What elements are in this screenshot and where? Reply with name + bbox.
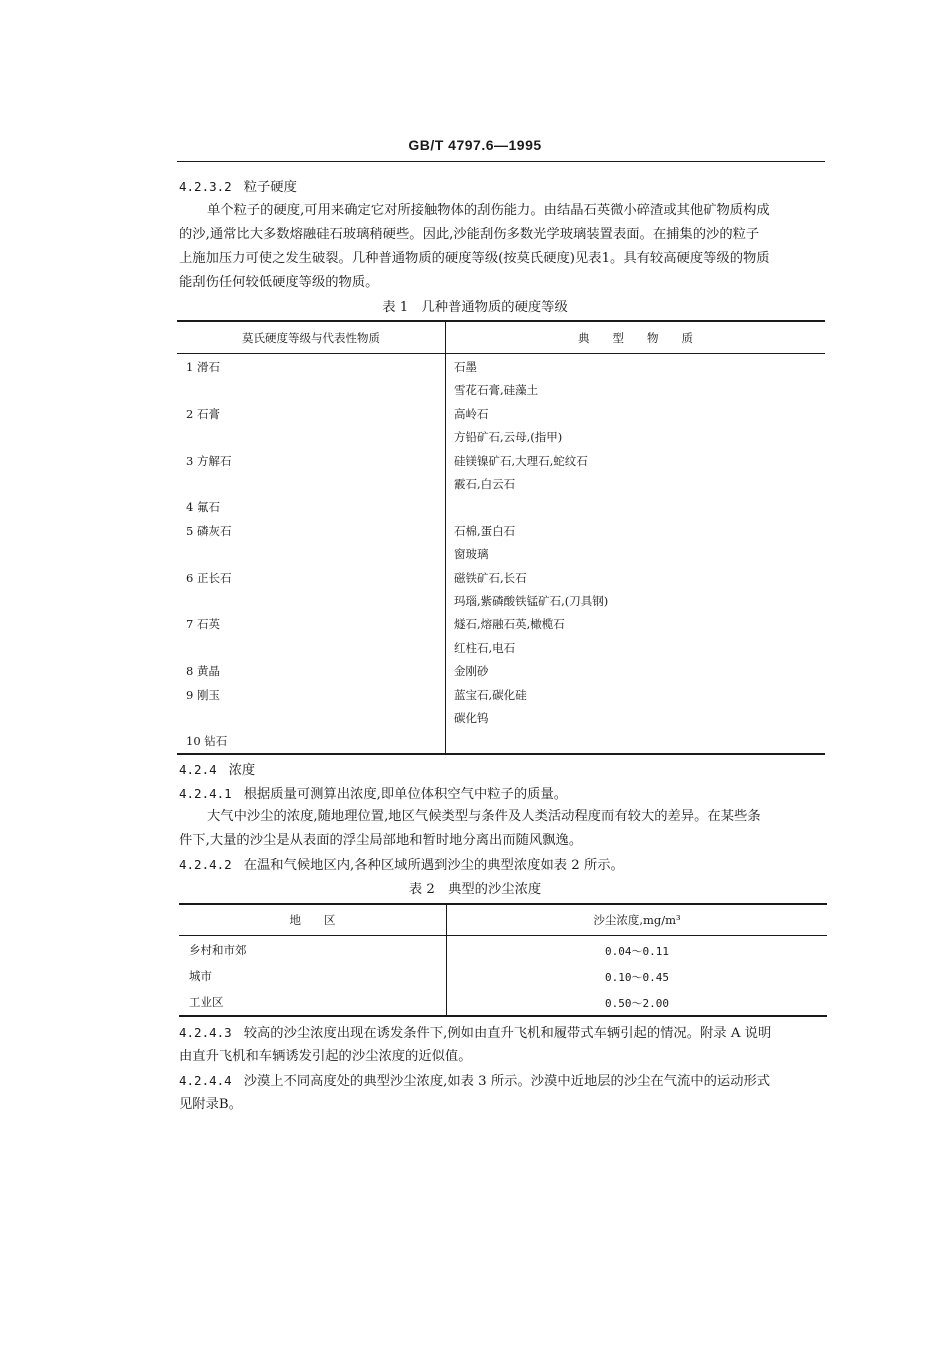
- section-title: 粒子硬度: [243, 180, 297, 195]
- table2-concentration-cell: 0.04～0.11: [605, 945, 669, 958]
- table1-material-cell: 高岭石: [454, 406, 489, 421]
- table1-column-divider: [445, 320, 446, 754]
- table2-header-rule: [179, 935, 827, 936]
- table1-material-cell: 玛瑙,紫磷酸铁锰矿石,(刀具钢): [454, 594, 609, 608]
- table2-concentration-cell: 0.50～2.00: [605, 997, 669, 1010]
- table1-grade-cell: 10 钻石: [186, 734, 228, 749]
- section-number: 4.2.4.3: [179, 1025, 232, 1040]
- header-rule: [177, 161, 825, 162]
- paragraph-line: 大气中沙尘的浓度,随地理位置,地区气候类型与条件及人类活动程度而有较大的差异。在某些条: [207, 809, 761, 824]
- section-4243: [179, 1022, 771, 1045]
- paragraph-line: 单个粒子的硬度,可用来确定它对所接触物体的刮伤能力。由结晶石英微小碎渣或其他矿物质构成: [207, 203, 770, 218]
- table1-material-cell: 石墨: [454, 360, 477, 374]
- table2-area-cell: 城市: [189, 969, 212, 983]
- table1-material-cell: 蓝宝石,碳化硅: [454, 687, 527, 702]
- table1-grade-cell: 7 石英: [186, 617, 220, 632]
- section-number: 4.2.4.1: [179, 786, 232, 801]
- paragraph-text: 沙漠上不同高度处的典型沙尘浓度,如表 3 所示。沙漠中近地层的沙尘在气流中的运动形式: [243, 1074, 771, 1089]
- table2-col2-header: 沙尘浓度,mg/m³: [593, 913, 681, 927]
- table1-grade-cell: 5 磷灰石: [186, 523, 232, 538]
- table1-material-cell: 石棉,蛋白石: [454, 523, 516, 538]
- paragraph-line: 件下,大量的沙尘是从表面的浮尘局部地和暂时地分离出而随风飘逸。: [179, 833, 583, 848]
- paragraph-text: 在温和气候地区内,各种区域所遇到沙尘的典型浓度如表 2 所示。: [243, 858, 624, 873]
- section-number: 4.2.4.4: [179, 1073, 232, 1088]
- table1-grade-cell: 4 氟石: [186, 500, 220, 515]
- table1-grade-cell: 6 正长石: [186, 570, 232, 585]
- table1-material-cell: 红柱石,电石: [454, 640, 516, 655]
- paragraph-line: 上施加压力可使之发生破裂。几种普通物质的硬度等级(按莫氏硬度)见表1。具有较高硬度等级的物质: [179, 251, 770, 266]
- table2-col1-header: 地 区: [289, 913, 336, 927]
- paragraph-line: 由直升飞机和车辆诱发引起的沙尘浓度的近似值。: [179, 1049, 472, 1064]
- table2-bottom-rule: [179, 1015, 827, 1017]
- table1-grade-cell: 3 方解石: [186, 453, 232, 468]
- section-424-heading: [179, 759, 255, 782]
- paragraph-line: 见附录B。: [179, 1097, 242, 1112]
- section-number: 4.2.4.2: [179, 857, 232, 872]
- table1-header-rule: [177, 353, 825, 354]
- section-4244: [179, 1070, 770, 1093]
- paragraph-text: 较高的沙尘浓度出现在诱发条件下,例如由直升飞机和履带式车辆引起的情况。附录 A 说明: [243, 1026, 772, 1041]
- table1-grade-cell: 8 黄晶: [186, 664, 220, 679]
- table1-material-cell: 方铅矿石,云母,(指甲): [454, 430, 563, 445]
- paragraph-line: 能刮伤任何较低硬度等级的物质。: [179, 275, 379, 290]
- table1-top-rule: [177, 320, 825, 322]
- table1-grade-cell: 2 石膏: [186, 406, 220, 421]
- table1-material-cell: 燧石,熔融石英,橄榄石: [454, 617, 565, 632]
- section-title: 浓度: [228, 763, 256, 778]
- table2-caption: 表 2 典型的沙尘浓度: [408, 882, 542, 897]
- table1-col2-header: 典 型 物 质: [578, 331, 693, 345]
- table2-concentration-cell: 0.10～0.45: [605, 971, 669, 984]
- section-4232-heading: [179, 176, 297, 199]
- paragraph-line: 的沙,通常比大多数熔融硅石玻璃稍硬些。因此,沙能刮伤多数光学玻璃装置表面。在捕集的沙的粒子: [179, 227, 760, 242]
- table1-grade-cell: 9 刚玉: [186, 687, 220, 702]
- section-number: 4.2.4: [179, 762, 217, 777]
- table1-col1-header: 莫氏硬度等级与代表性物质: [242, 331, 380, 345]
- table1-caption: 表 1 几种普通物质的硬度等级: [382, 300, 568, 315]
- table1-material-cell: 雪花石膏,硅藻土: [454, 383, 539, 398]
- table1-bottom-rule: [177, 753, 825, 755]
- table2-area-cell: 乡村和市郊: [189, 943, 247, 957]
- table2-area-cell: 工业区: [189, 995, 224, 1009]
- table1-material-cell: 碳化钨: [454, 711, 489, 725]
- table2-top-rule: [179, 903, 827, 905]
- table1-grade-cell: 1 滑石: [186, 360, 220, 374]
- table1-material-cell: 磁铁矿石,长石: [454, 570, 527, 585]
- standard-header: GB/T 4797.6—1995: [408, 137, 542, 153]
- section-4241: [179, 783, 567, 806]
- paragraph-text: 根据质量可测算出浓度,即单位体积空气中粒子的质量。: [243, 787, 568, 802]
- section-4242: [179, 854, 624, 877]
- table1-material-cell: 霰石,白云石: [454, 477, 516, 491]
- table1-material-cell: 金刚砂: [454, 664, 489, 679]
- section-number: 4.2.3.2: [179, 179, 232, 194]
- table1-material-cell: 硅镁镍矿石,大理石,蛇纹石: [454, 453, 588, 468]
- table1-material-cell: 窗玻璃: [454, 547, 489, 562]
